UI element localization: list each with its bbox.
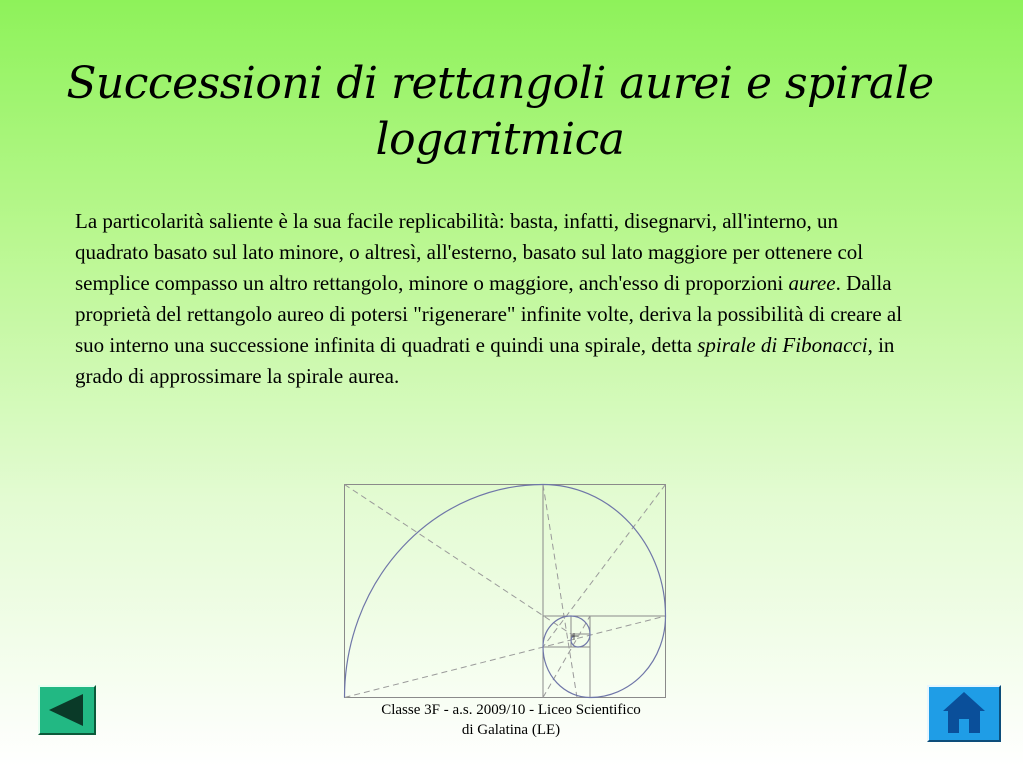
paragraph-emphasis-spirale: spirale di Fibonacci <box>697 333 868 357</box>
footer-line-1: Classe 3F - a.s. 2009/10 - Liceo Scientifico <box>381 702 641 718</box>
paragraph-text-2: . Dalla proprietà del rettangolo aureo di potersi "rigenerare" infinite volte, deriva la possibilità di creare al suo interno una successione infinita di quadrati e quindi una spirale, detta <box>75 271 903 357</box>
slide-paragraph <box>75 206 905 392</box>
left-triangle-icon <box>40 687 94 733</box>
slide-footer <box>343 700 679 740</box>
paragraph-text-3: , in grado di approssimare la spirale aurea. <box>75 333 895 388</box>
previous-slide-button[interactable] <box>38 685 96 735</box>
golden-spiral-diagram <box>342 482 668 700</box>
home-icon <box>929 687 999 740</box>
slide-title: Successioni di rettangoli aurei e spirale logaritmica <box>66 58 934 165</box>
home-button[interactable] <box>927 685 1001 742</box>
dashed-diagonals <box>345 485 666 698</box>
square-subdivisions <box>543 485 666 698</box>
paragraph-emphasis-auree: auree <box>788 271 836 295</box>
paragraph-text-1: La particolarità saliente è la sua facile replicabilità: basta, infatti, disegnarvi, all'interno, un quadrato basato sul lato minore, o altresì, all'esterno, basato sul lato maggiore per ottenere col semplice compasso un altro rettangolo, minore o maggiore, anch'esso di proporzioni <box>75 209 864 295</box>
footer-line-2: di Galatina (LE) <box>461 722 561 738</box>
